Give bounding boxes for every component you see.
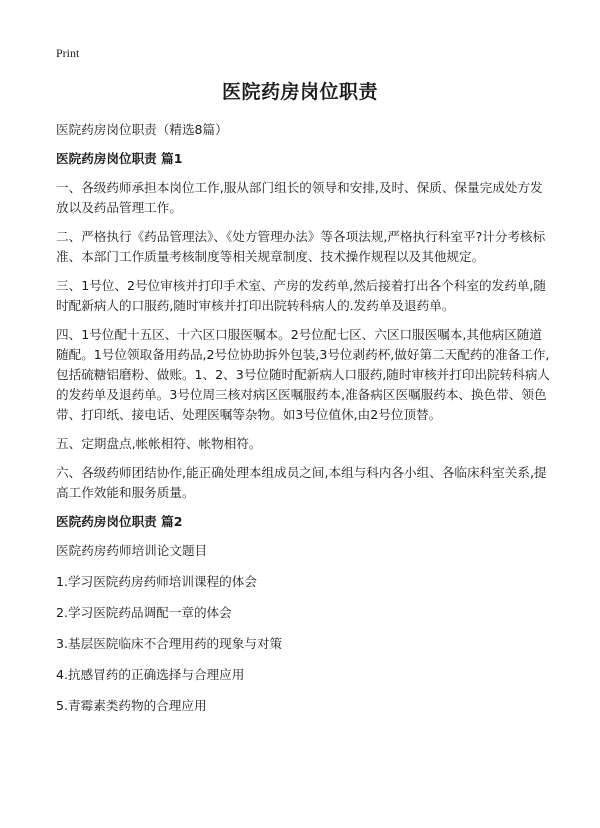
paragraph: 六、各级药师团结协作,能正确处理本组成员之间,本组与科内各小组、各临床科室关系,提高工作效能和服务质量。 [56, 465, 547, 500]
paragraph: 五、定期盘点,帐帐相符、帐物相符。 [56, 436, 262, 451]
paragraph: 一、各级药师承担本岗位工作,服从部门组长的领导和安排,及时、保质、保量完成处方发放以及药品管理工作。 [56, 180, 543, 215]
section-lead: 医院药房药师培训论文题目 [56, 543, 208, 558]
list-item: 5.青霉素类药物的合理应用 [56, 698, 207, 713]
section-heading: 医院药房岗位职责 篇2 [56, 514, 183, 529]
list-item: 4.抗感冒药的正确选择与合理应用 [56, 667, 245, 682]
print-link[interactable]: Print [56, 46, 80, 60]
section-heading: 医院药房岗位职责 篇1 [56, 151, 183, 166]
document-subtitle: 医院药房岗位职责（精选8篇） [56, 122, 228, 137]
list-item: 1.学习医院药房药师培训课程的体会 [56, 574, 257, 589]
page-title: 医院药房岗位职责 [221, 81, 378, 103]
paragraph: 三、1号位、2号位审核并打印手术室、产房的发药单,然后接着打出各个科室的发药单,随时配新病人的口服药,随时审核并打印出院转科病人的.发药单及退药单。 [56, 278, 547, 313]
list-item: 3.基层医院临床不合理用药的现象与对策 [56, 636, 283, 651]
paragraph: 四、1号位配十五区、十六区口服医嘱本。2号位配七区、六区口服医嘱本,其他病区随道随配。1号位领取备用药品,2号位协助拆外包装,3号位剥药杯,做好第二天配药的准备工作,包括硫糖铝磨粉、做账。1、2、3号位随时配新病人口服药,随时审核并打印出院转科病人的发药单及退药单。3号位周三核对病区医嘱服药本,准备病区医嘱服药本、换色带、领色带、打印纸、接电话、处理医嘱等杂物。如3号位值休,由2号位顶替。 [56, 327, 551, 422]
document-body [56, 120, 552, 716]
section-1 [56, 149, 552, 503]
list-item: 2.学习医院药品调配一章的体会 [56, 605, 232, 620]
paragraph: 二、严格执行《药品管理法》、《处方管理办法》等各项法规,严格执行科室平?计分考核标准、本部门工作质量考核制度等相关规章制度、技术操作规程以及其他规定。 [56, 229, 546, 264]
section-2 [56, 512, 552, 716]
